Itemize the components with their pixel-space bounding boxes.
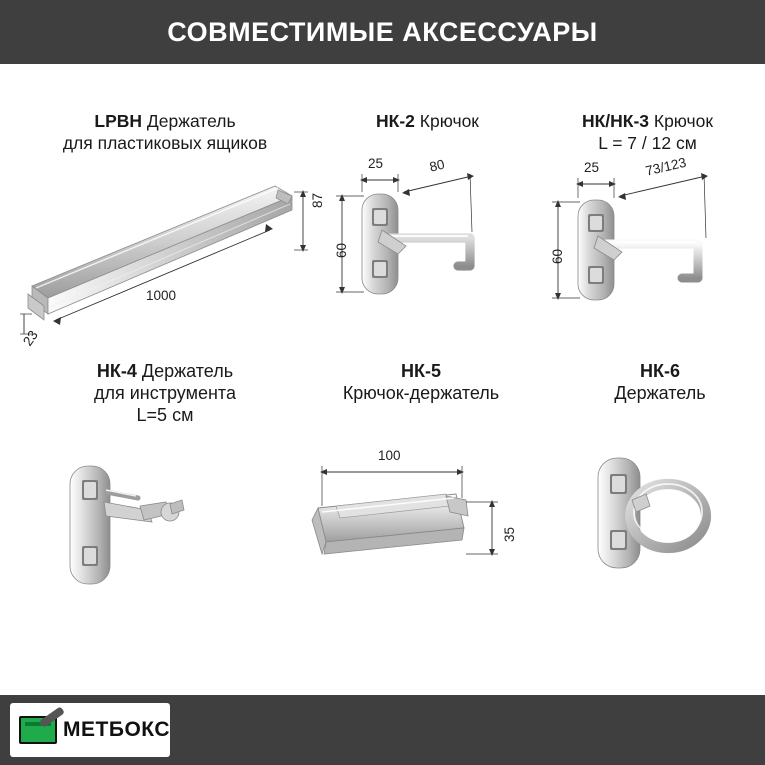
item-nk3-caption <box>540 110 755 154</box>
accessories-grid <box>0 64 765 695</box>
item-nk6[interactable] <box>560 360 760 620</box>
nk3-dim-60: 60 <box>550 248 565 264</box>
item-nk6-name: Держатель <box>614 383 706 403</box>
item-nk6-caption <box>560 360 760 404</box>
item-nk3-figure <box>540 154 755 348</box>
brand-name: МЕТБОКС <box>63 718 170 741</box>
item-nk4-name2: для инструмента <box>94 383 236 403</box>
lpbh-dim-87: 87 <box>310 192 325 208</box>
item-nk3-code: НК/НК-3 <box>581 111 649 131</box>
item-nk3-name2: L = 7 / 12 см <box>598 133 697 153</box>
lpbh-dim-23: 23 <box>20 327 41 349</box>
nk3-drawing <box>540 168 755 348</box>
nk2-drawing <box>320 168 535 348</box>
lpbh-drawing <box>20 168 310 348</box>
item-nk5-name: Крючок-держатель <box>342 383 500 403</box>
lpbh-dim-1000: 1000 <box>146 288 177 303</box>
item-nk4-name3: L=5 см <box>136 405 194 425</box>
nk2-dim-25: 25 <box>368 156 384 171</box>
item-nk5-caption <box>296 360 546 404</box>
item-nk5[interactable] <box>296 360 546 620</box>
page-header <box>0 0 765 64</box>
item-lpbh[interactable] <box>20 110 325 349</box>
item-nk2-caption <box>320 110 535 132</box>
item-nk3[interactable] <box>540 110 755 348</box>
item-nk4-caption <box>20 360 310 426</box>
page-title: СОВМЕСТИМЫЕ АКСЕССУАРЫ <box>167 16 598 47</box>
item-nk4[interactable] <box>20 360 310 618</box>
item-nk3-name: Крючок <box>653 111 714 131</box>
nk2-dim-60: 60 <box>334 242 349 258</box>
nk4-drawing <box>20 448 310 618</box>
item-nk4-figure <box>20 448 310 618</box>
item-nk2-name: Крючок <box>419 111 479 131</box>
item-lpbh-name2: для пластиковых ящиков <box>62 133 268 153</box>
item-nk2[interactable] <box>320 110 535 348</box>
toolbox-wrench-icon <box>16 711 59 749</box>
item-nk4-name: Держатель <box>141 361 234 381</box>
item-nk4-code: НК-4 <box>96 361 137 381</box>
item-nk5-code: НК-5 <box>401 361 441 381</box>
item-nk5-figure <box>296 450 546 620</box>
item-lpbh-figure <box>20 168 325 349</box>
nk5-dim-35: 35 <box>502 526 517 542</box>
item-lpbh-caption <box>20 110 310 154</box>
nk2-dim-80: 80 <box>428 156 447 175</box>
item-nk6-figure <box>560 450 760 620</box>
item-nk6-code: НК-6 <box>640 361 680 381</box>
brand-logo[interactable] <box>10 703 170 757</box>
nk5-dim-100: 100 <box>378 448 401 463</box>
item-nk2-figure <box>320 156 535 348</box>
item-nk2-code: НК-2 <box>376 111 415 131</box>
nk3-dim-25: 25 <box>584 160 600 175</box>
nk3-dim-73-123: 73/123 <box>644 154 688 179</box>
page-footer <box>0 695 765 765</box>
item-lpbh-name: Держатель <box>146 111 236 131</box>
item-lpbh-code: LPBH <box>94 111 143 131</box>
nk6-drawing <box>560 450 760 620</box>
